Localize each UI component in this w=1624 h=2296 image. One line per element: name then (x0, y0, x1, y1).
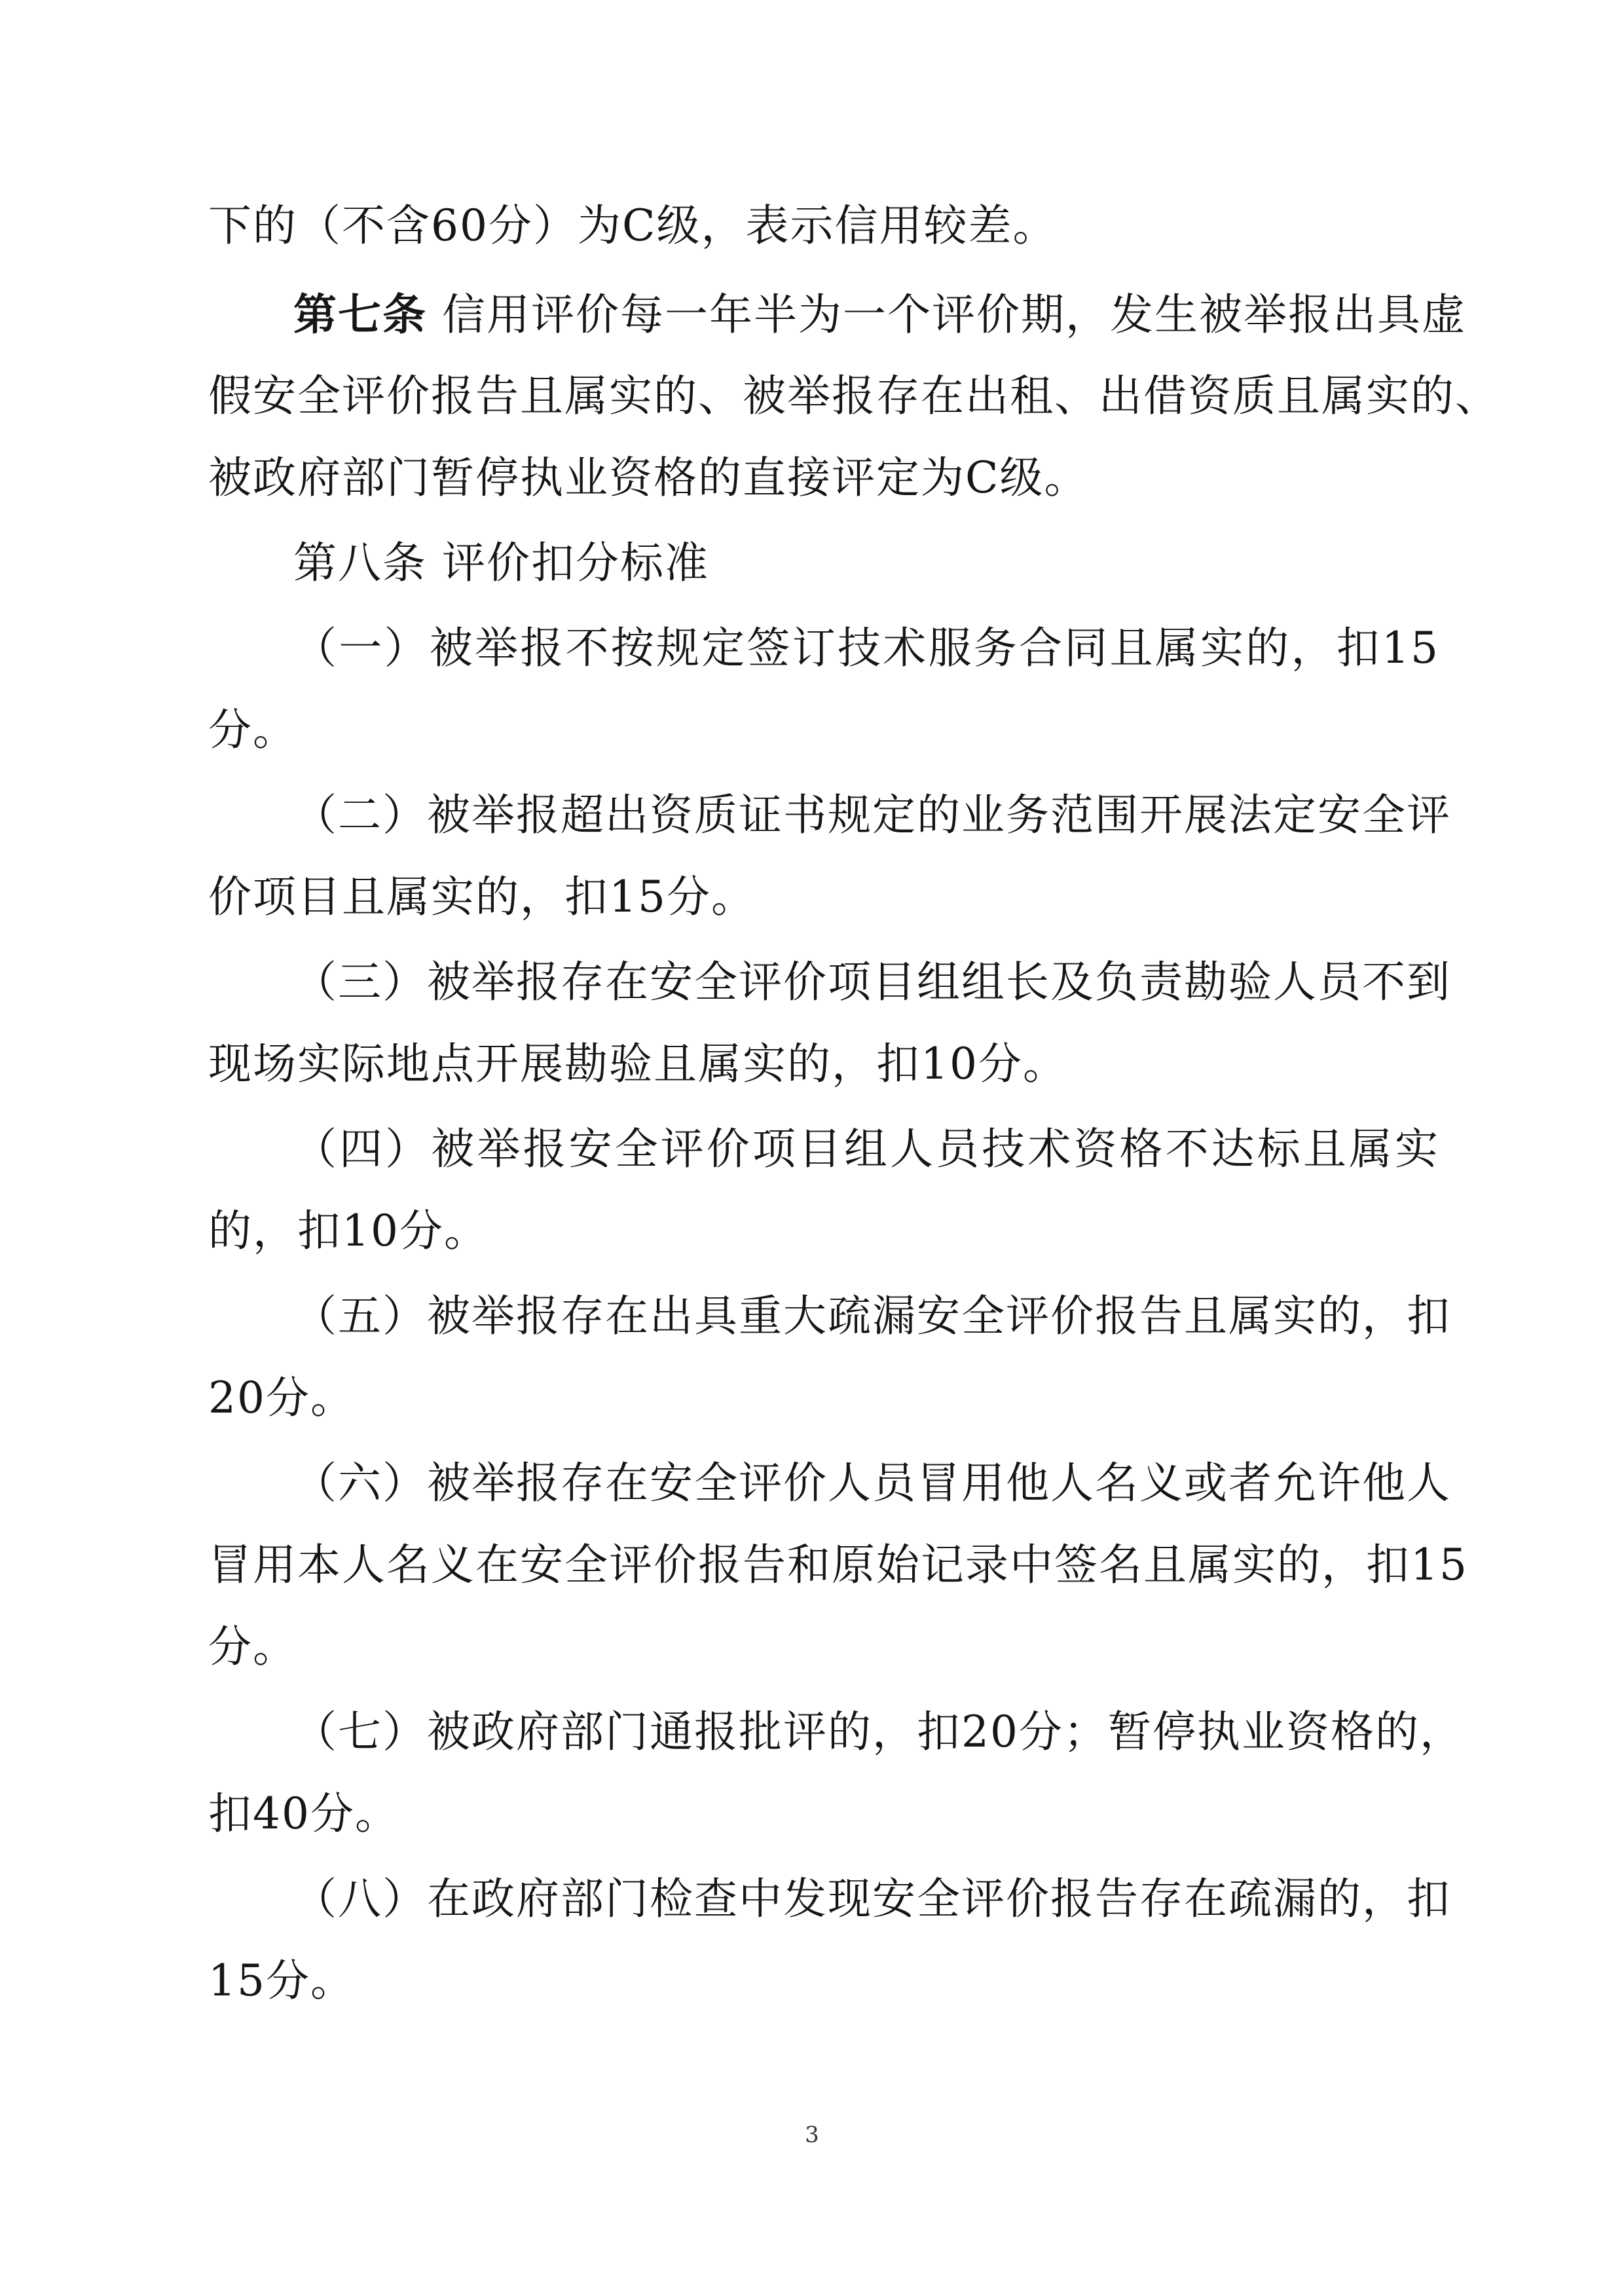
article-8-title: 第八条 (293, 538, 427, 588)
article-8-heading-text: 评价扣分标准 (441, 538, 709, 588)
article-7-title: 第七条 (293, 289, 427, 340)
article-7-line-2: 假安全评价报告且属实的、被举报存在出租、出借资质且属实的、 (208, 371, 1500, 421)
item-1-line-2: 分。 (208, 705, 297, 755)
item-5-line-1: （五）被举报存在出具重大疏漏安全评价报告且属实的，扣 (293, 1291, 1451, 1341)
item-1-line-1: （一）被举报不按规定签订技术服务合同且属实的，扣15 (293, 623, 1439, 673)
article-7-line-1 (293, 285, 1466, 344)
item-6-line-2: 冒用本人名义在安全评价报告和原始记录中签名且属实的，扣15 (208, 1540, 1468, 1590)
item-4-line-1: （四）被举报安全评价项目组人员技术资格不达标且属实 (293, 1124, 1439, 1174)
item-2-line-2: 价项目且属实的，扣15分。 (208, 872, 756, 922)
item-2-line-1: （二）被举报超出资质证书规定的业务范围开展法定安全评 (293, 790, 1451, 840)
item-7-line-2: 扣40分。 (208, 1788, 399, 1839)
item-8-line-2: 15分。 (208, 1955, 355, 2006)
item-7-line-1: （七）被政府部门通报批评的，扣20分；暂停执业资格的， (293, 1707, 1464, 1757)
item-6-line-1: （六）被举报存在安全评价人员冒用他人名义或者允许他人 (293, 1458, 1451, 1508)
text-line: 下的（不含60分）为C级，表示信用较差。 (208, 200, 1058, 251)
item-6-line-3: 分。 (208, 1621, 297, 1672)
item-8-line-1: （八）在政府部门检查中发现安全评价报告存在疏漏的，扣 (293, 1874, 1451, 1924)
item-4-line-2: 的，扣10分。 (208, 1206, 489, 1256)
article-8-heading (293, 534, 709, 593)
article-7-line-3: 被政府部门暂停执业资格的直接评定为C级。 (208, 453, 1089, 503)
page-number: 3 (805, 2122, 819, 2148)
article-7-text: 信用评价每一年半为一个评价期，发生被举报出具虚 (441, 289, 1466, 340)
item-3-line-1: （三）被举报存在安全评价项目组组长及负责勘验人员不到 (293, 957, 1451, 1007)
item-5-line-2: 20分。 (208, 1373, 355, 1423)
item-3-line-2: 现场实际地点开展勘验且属实的，扣10分。 (208, 1039, 1067, 1089)
